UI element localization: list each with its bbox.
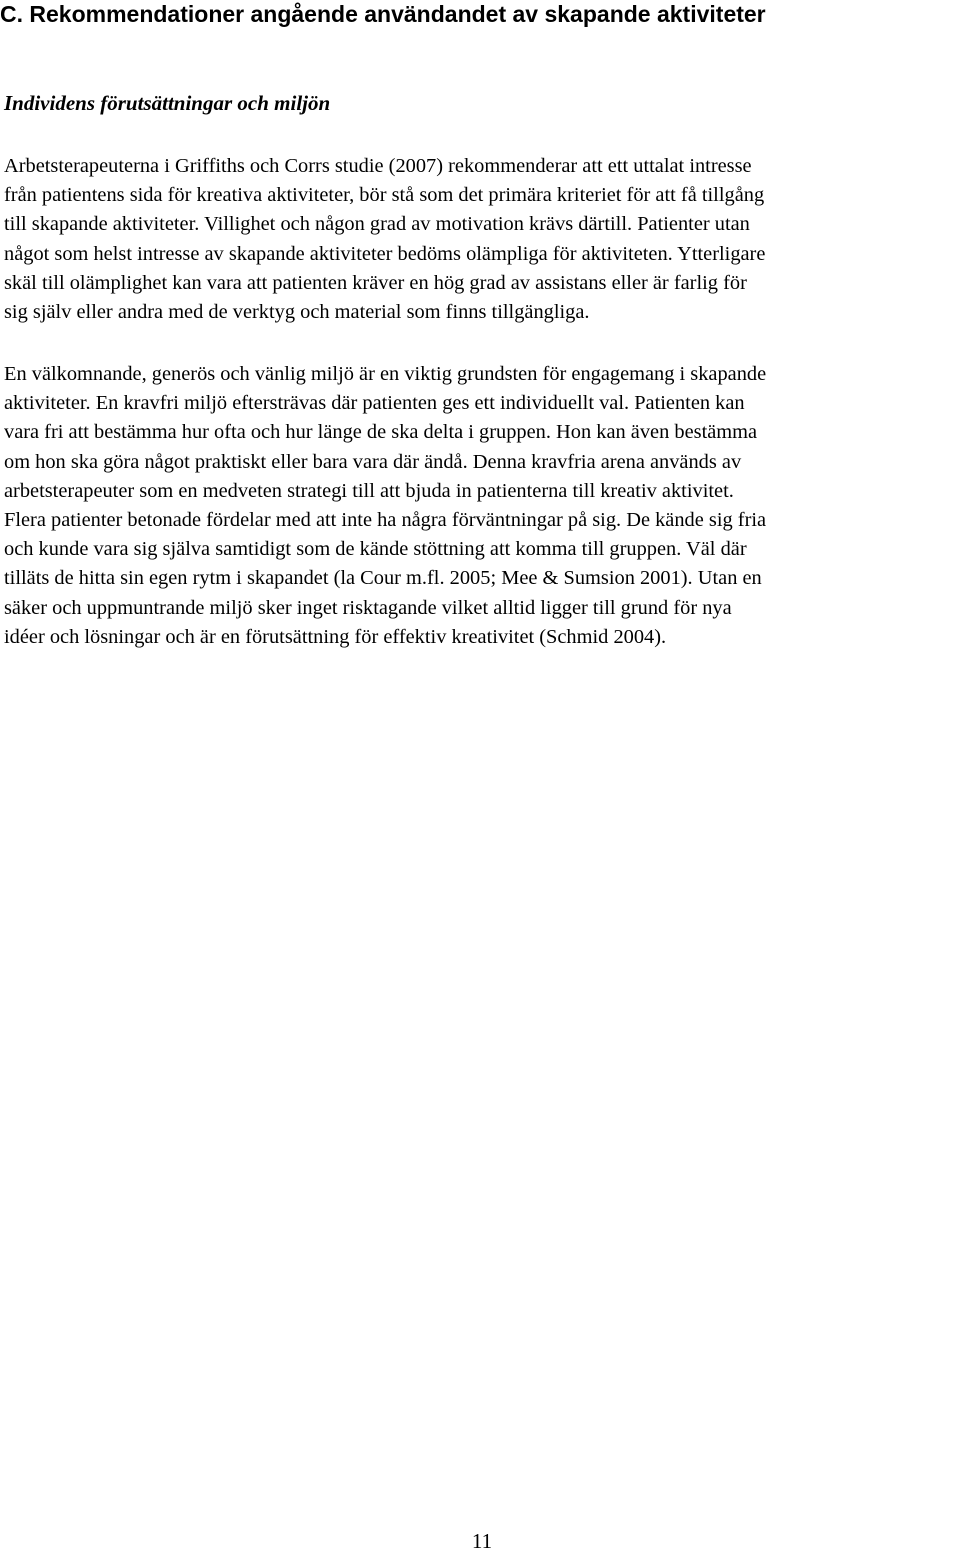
paragraph-1 bbox=[4, 152, 959, 327]
paragraph-line: sig själv eller andra med de verktyg och material som finns tillgängliga. bbox=[4, 300, 590, 323]
paragraph-line: skäl till olämplighet kan vara att patienten kräver en hög grad av assistans eller är farlig för bbox=[4, 271, 747, 294]
paragraph-line: vara fri att bestämma hur ofta och hur länge de ska delta i gruppen. Hon kan även bestämma bbox=[4, 421, 758, 444]
paragraph-line: från patientens sida för kreativa aktiviteter, bör stå som det primära kriteriet för att få tillgång bbox=[4, 184, 765, 207]
paragraph-line: Flera patienter betonade fördelar med att inte ha några förväntningar på sig. De kände sig fria bbox=[4, 508, 767, 531]
sub-heading: Individens förutsättningar och miljön bbox=[4, 91, 331, 115]
paragraph-line: Arbetsterapeuterna i Griffiths och Corrs studie (2007) rekommenderar att ett uttalat intresse bbox=[4, 155, 752, 177]
paragraph-line: något som helst intresse av skapande aktiviteter bedöms olämpliga för aktiviteten. Ytterligare bbox=[4, 242, 766, 265]
section-heading: C. Rekommendationer angående användandet av skapande aktiviteter bbox=[0, 1, 766, 27]
page-number: 11 bbox=[471, 1529, 493, 1553]
paragraph-line: tilläts de hitta sin egen rytm i skapandet (la Cour m.fl. 2005; Mee & Sumsion 2001). Utan en bbox=[4, 567, 762, 590]
paragraph-line: om hon ska göra något praktiskt eller bara vara där ändå. Denna kravfria arena används av bbox=[4, 450, 742, 473]
paragraph-line: säker och uppmuntrande miljö sker inget risktagande vilket alltid ligger till grund för nya bbox=[4, 596, 732, 619]
paragraph-line: En välkomnande, generös och vänlig miljö är en viktig grundsten för engagemang i skapande bbox=[4, 363, 767, 385]
paragraph-line: aktiviteter. En kravfri miljö eftersträvas där patienten ges ett individuellt val. Patienten kan bbox=[4, 392, 745, 415]
paragraph-line: till skapande aktiviteter. Villighet och någon grad av motivation krävs därtill. Patienter utan bbox=[4, 213, 750, 236]
paragraph-2 bbox=[4, 360, 959, 652]
paragraph-line: arbetsterapeuter som en medveten strategi till att bjuda in patienterna till kreativ aktivitet. bbox=[4, 479, 734, 502]
paragraph-line: idéer och lösningar och är en förutsättning för effektiv kreativitet (Schmid 2004). bbox=[4, 625, 667, 648]
paragraph-line: och kunde vara sig själva samtidigt som de kände stöttning att komma till gruppen. Väl där bbox=[4, 538, 747, 561]
